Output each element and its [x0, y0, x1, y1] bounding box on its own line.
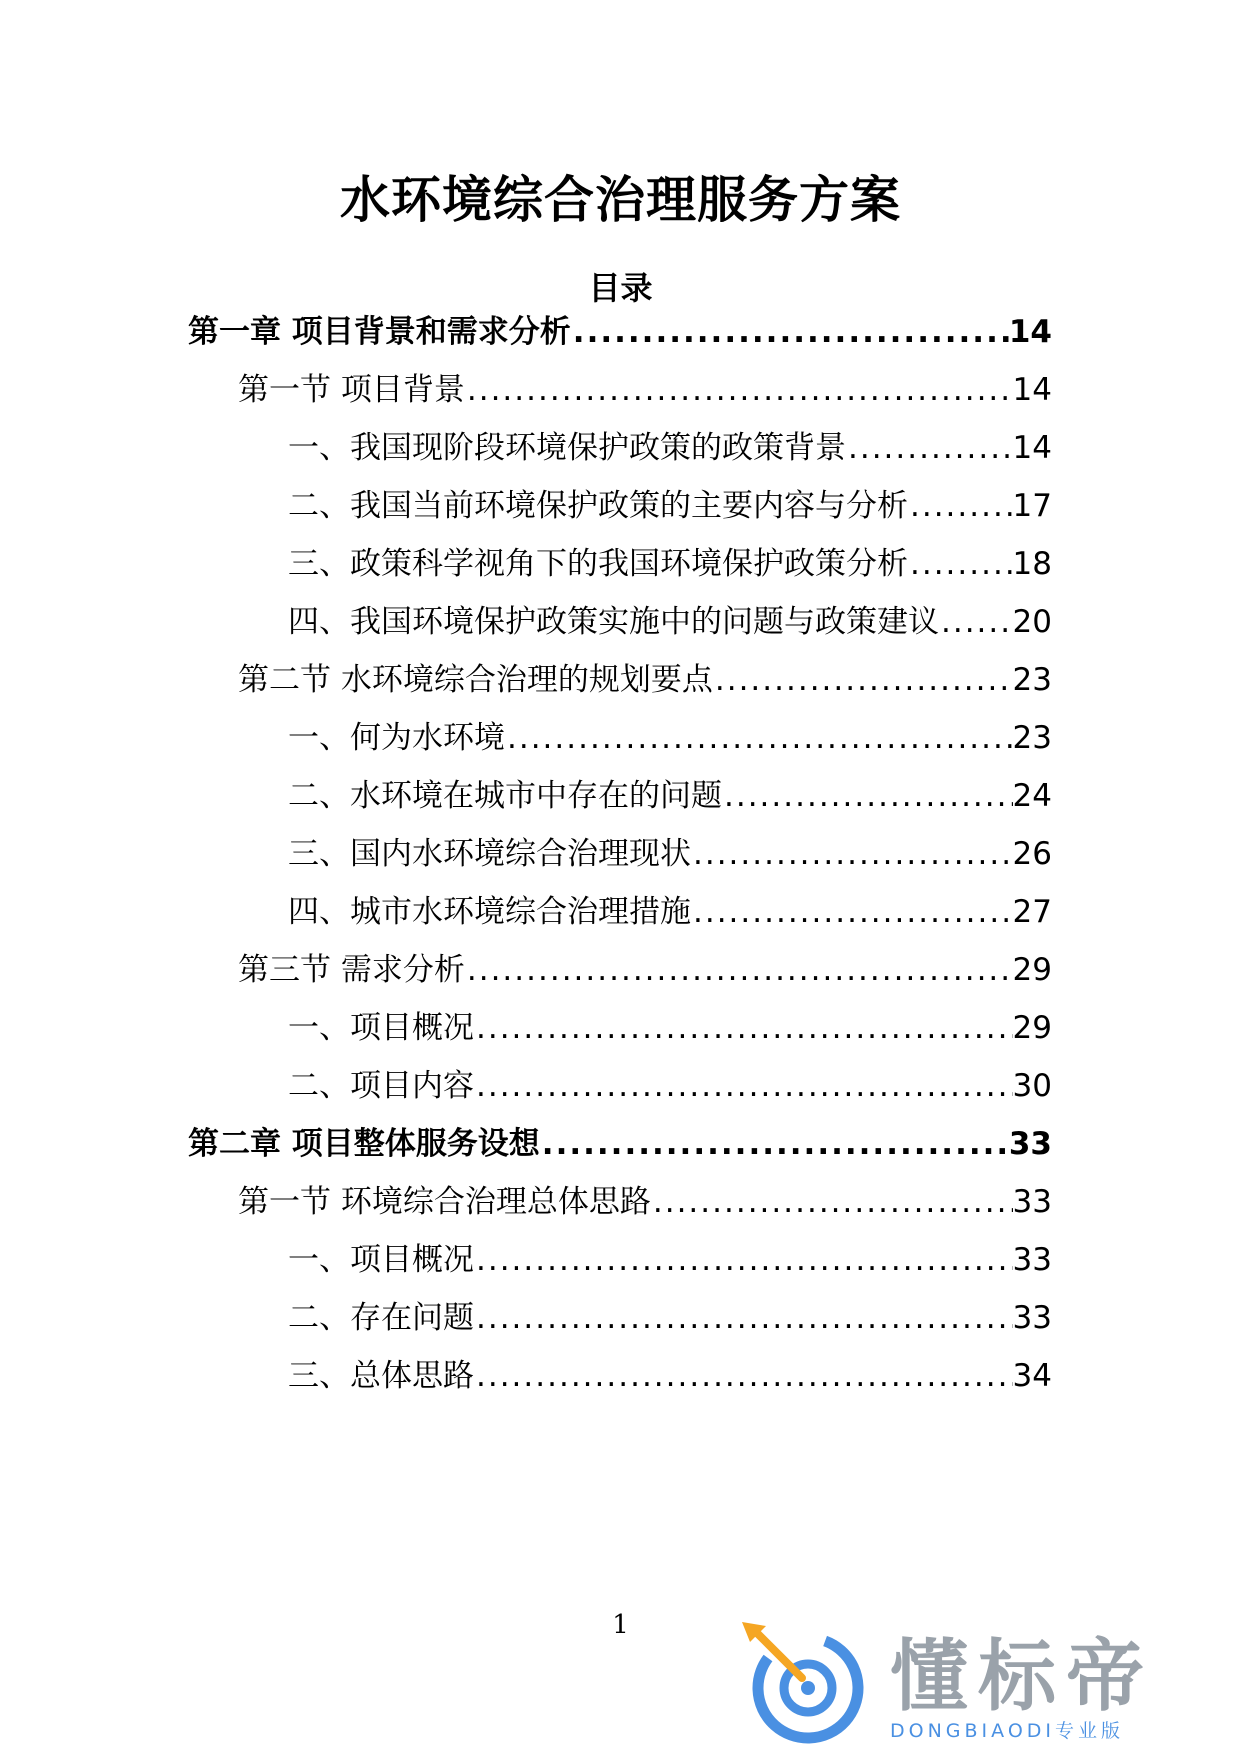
toc-entry-page: 33 — [1012, 1300, 1052, 1336]
toc-entry[interactable] — [238, 950, 1052, 990]
toc-entry-page: 24 — [1012, 778, 1052, 814]
toc-entry-title: 二、我国当前环境保护政策的主要内容与分析 — [288, 488, 908, 524]
toc-entry-title: 四、我国环境保护政策实施中的问题与政策建议 — [288, 604, 939, 640]
toc-entry-page: 18 — [1012, 546, 1052, 582]
toc-entry[interactable] — [288, 544, 1052, 584]
toc-entry-page: 33 — [1008, 1126, 1052, 1162]
toc-entry-title: 三、政策科学视角下的我国环境保护政策分析 — [288, 546, 908, 582]
toc-entry-title: 三、总体思路 — [288, 1358, 474, 1394]
watermark-subtitle: DONGBIAODI专业版 — [890, 1720, 1125, 1742]
page-number: 1 — [612, 1610, 629, 1640]
toc-entry[interactable] — [288, 834, 1052, 874]
toc-entry-page: 33 — [1012, 1184, 1052, 1220]
toc-entry-title: 一、项目概况 — [288, 1010, 474, 1046]
toc-entry-title: 三、国内水环境综合治理现状 — [288, 836, 691, 872]
document-title: 水环境综合治理服务方案 — [340, 171, 901, 229]
toc-entry-page: 23 — [1012, 662, 1052, 698]
toc-entry-title: 第二节 水环境综合治理的规划要点 — [238, 662, 713, 698]
toc-entry[interactable] — [288, 1240, 1052, 1280]
toc-entry-title: 四、城市水环境综合治理措施 — [288, 894, 691, 930]
toc-entry-page: 26 — [1012, 836, 1052, 872]
watermark-brand-name: 懂标帝 — [890, 1632, 1155, 1722]
toc-entry-page: 23 — [1012, 720, 1052, 756]
toc-entry-page: 14 — [1012, 430, 1052, 466]
toc-entry-title: 第三节 需求分析 — [238, 952, 465, 988]
toc-entry-title: 一、何为水环境 — [288, 720, 505, 756]
toc-entry[interactable] — [288, 1356, 1052, 1396]
toc-entry-page: 27 — [1012, 894, 1052, 930]
toc-entry[interactable] — [288, 1008, 1052, 1048]
toc-entry-page: 29 — [1012, 1010, 1052, 1046]
toc-entry-title: 二、项目内容 — [288, 1068, 474, 1104]
toc-entry[interactable] — [288, 428, 1052, 468]
toc-entry[interactable] — [238, 1182, 1052, 1222]
toc-entry-page: 14 — [1008, 314, 1052, 350]
toc-entry[interactable] — [288, 1298, 1052, 1338]
brand-watermark — [740, 1620, 1220, 1745]
toc-entry[interactable] — [288, 1066, 1052, 1106]
toc-entry[interactable] — [288, 892, 1052, 932]
toc-entry[interactable] — [288, 718, 1052, 758]
toc-entry[interactable] — [188, 312, 1052, 352]
toc-entry-title: 一、我国现阶段环境保护政策的政策背景 — [288, 430, 846, 466]
toc-entry-title: 第一节 项目背景 — [238, 372, 465, 408]
toc-entry[interactable] — [288, 602, 1052, 642]
target-arrow-icon — [740, 1620, 870, 1745]
toc-entry-page: 20 — [1012, 604, 1052, 640]
toc-entry[interactable] — [238, 660, 1052, 700]
toc-entry-title: 第一章 项目背景和需求分析 — [188, 314, 571, 350]
toc-entry-title: 一、项目概况 — [288, 1242, 474, 1278]
toc-entry[interactable] — [288, 486, 1052, 526]
toc-entry-page: 34 — [1012, 1358, 1052, 1394]
toc-entry-page: 30 — [1012, 1068, 1052, 1104]
toc-entry-page: 17 — [1012, 488, 1052, 524]
toc-entry-title: 第一节 环境综合治理总体思路 — [238, 1184, 651, 1220]
toc-entry-page: 29 — [1012, 952, 1052, 988]
toc-entry-title: 二、水环境在城市中存在的问题 — [288, 778, 722, 814]
toc-entry-title: 二、存在问题 — [288, 1300, 474, 1336]
toc-entry-page: 33 — [1012, 1242, 1052, 1278]
toc-heading: 目录 — [588, 269, 653, 307]
toc-entry[interactable] — [188, 1124, 1052, 1164]
toc-entry[interactable] — [238, 370, 1052, 410]
toc-entry-title: 第二章 项目整体服务设想 — [188, 1126, 540, 1162]
toc-entry[interactable] — [288, 776, 1052, 816]
toc-entry-page: 14 — [1012, 372, 1052, 408]
